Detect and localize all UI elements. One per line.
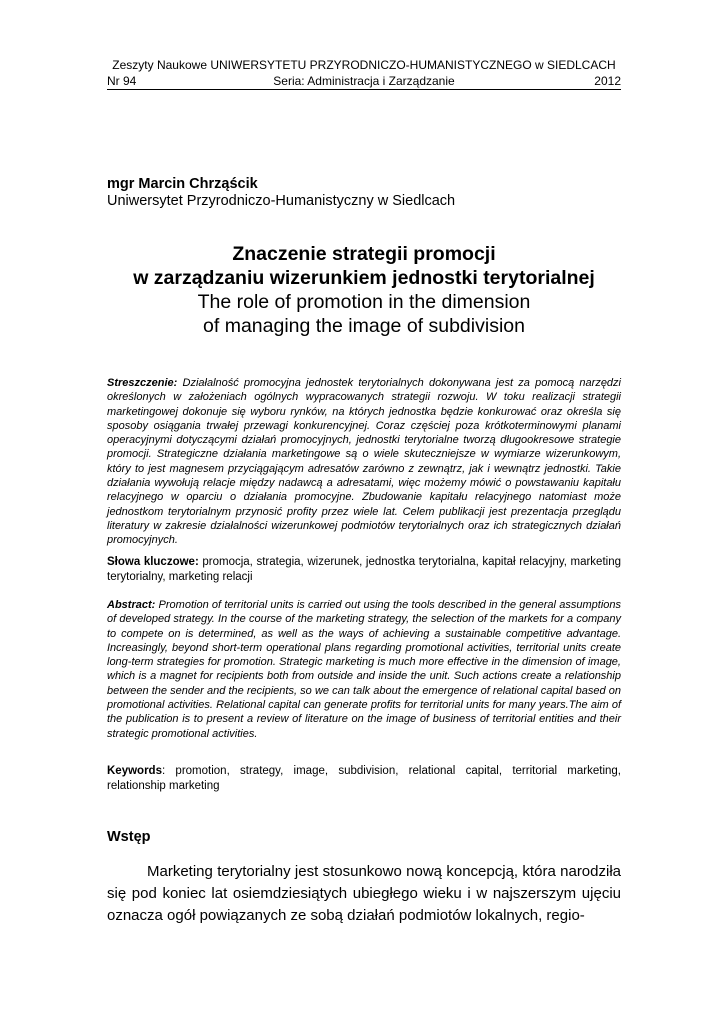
section-body-text: Marketing terytorialny jest stosunkowo nową koncepcją, która narodziła się pod koniec lat osiemdziesiątych ubiegłego wieku i w najszerszym ujęciu oznacza ogół powiązanych ze sobą działań podmiotów lokalnych, regio-: [107, 863, 621, 924]
author-name: mgr Marcin Chrząścik: [107, 176, 258, 192]
section-heading: Wstęp: [107, 829, 151, 845]
slowa-kluczowe-text: promocja, strategia, wizerunek, jednostka terytorialna, kapitał relacyjny, marketing terytorialny, marketing relacji: [107, 556, 621, 583]
title-block: [87, 242, 641, 338]
slowa-kluczowe: [107, 555, 621, 584]
title-en-line2: of managing the image of subdivision: [203, 315, 525, 337]
title-en-line1: The role of promotion in the dimension: [197, 291, 531, 313]
streszczenie-text: Działalność promocyjna jednostek terytorialnych dokonywana jest za pomocą narzędzi określonych w założeniach ogólnych wypracowanych strategii rozwoju. W toku realizacji strategii marketingowej dokonuje się wyboru rynków, na których jednostka będzie konkurować oraz określa się sposoby osiągania trwałej przewagi konkurencyjnej. Coraz częściej poza krótkoterminowymi planami operacyjnymi dotyczącymi działań promocyjnych, jednostki terytorialne tworzą długookresowe strategie promocji. Strategiczne działania marketingowe są o wiele skuteczniejsze w wymiarze wizerunkowym, który to jest magnesem przyciągającym adresatów zarówno z zewnątrz, jak i wewnątrz jednostki. Takie działania wywołują relacje między nadawcą a adresatami, więc możemy mówić o powstawaniu kapitału relacyjnego w oparciu o działania promocyjne. Zbudowanie kapitału relacyjnego natomiast może jednostkom terytorialnym przynosić profity przez wiele lat. Celem publikacji jest prezentacja przeglądu literatury w zakresie działalności wizerunkowej podmiotów terytorialnych oraz ich strategicznych działań promocyjnych.: [107, 377, 621, 547]
running-header: [107, 74, 621, 90]
keywords-label: Keywords: [107, 765, 162, 777]
abstract: [107, 598, 621, 741]
streszczenie-label: Streszczenie:: [107, 377, 178, 389]
abstract-text: Promotion of territorial units is carried out using the tools described in the general assumptions of developed strategy. In the course of the marketing strategy, the selection of the markets for a company to compete on is determined, as well as the ways of achieving a sustainable competitive advantage. Increasingly, beyond short-term operational plans regarding promotional activities, territorial units create long-term strategies for promotion. Strategic marketing is much more effective in the dimension of image, which is a magnet for recipients both from outside and inside the unit. Such actions create a relationship between the sender and the recipients, so we can talk about the emergence of relational capital based on promotional activities. Relational capital can generate profits for territorial units for many years.The aim of the publication is to present a review of literature on the image of business of territorial entities and their strategic promotional activities.: [107, 599, 621, 740]
title-pl-line1: Znaczenie strategii promocji: [232, 243, 496, 265]
issue-number: Nr 94: [107, 74, 137, 88]
title-pl-line2: w zarządzaniu wizerunkiem jednostki terytorialnej: [133, 267, 595, 289]
keywords-text: : promotion, strategy, image, subdivision, relational capital, territorial marketing, relationship marketing: [107, 765, 621, 792]
journal-name: Zeszyty Naukowe UNIWERSYTETU PRZYRODNICZO-HUMANISTYCZNEGO w SIEDLCACH: [112, 58, 616, 72]
abstract-label: Abstract:: [107, 599, 156, 611]
series-name: Seria: Administracja i Zarządzanie: [273, 74, 455, 88]
author-affiliation: Uniwersytet Przyrodniczo-Humanistyczny w Siedlcach: [107, 193, 456, 209]
streszczenie: [107, 376, 621, 548]
publication-year: 2012: [594, 74, 621, 88]
keywords: [107, 764, 621, 793]
slowa-kluczowe-label: Słowa kluczowe:: [107, 556, 199, 568]
